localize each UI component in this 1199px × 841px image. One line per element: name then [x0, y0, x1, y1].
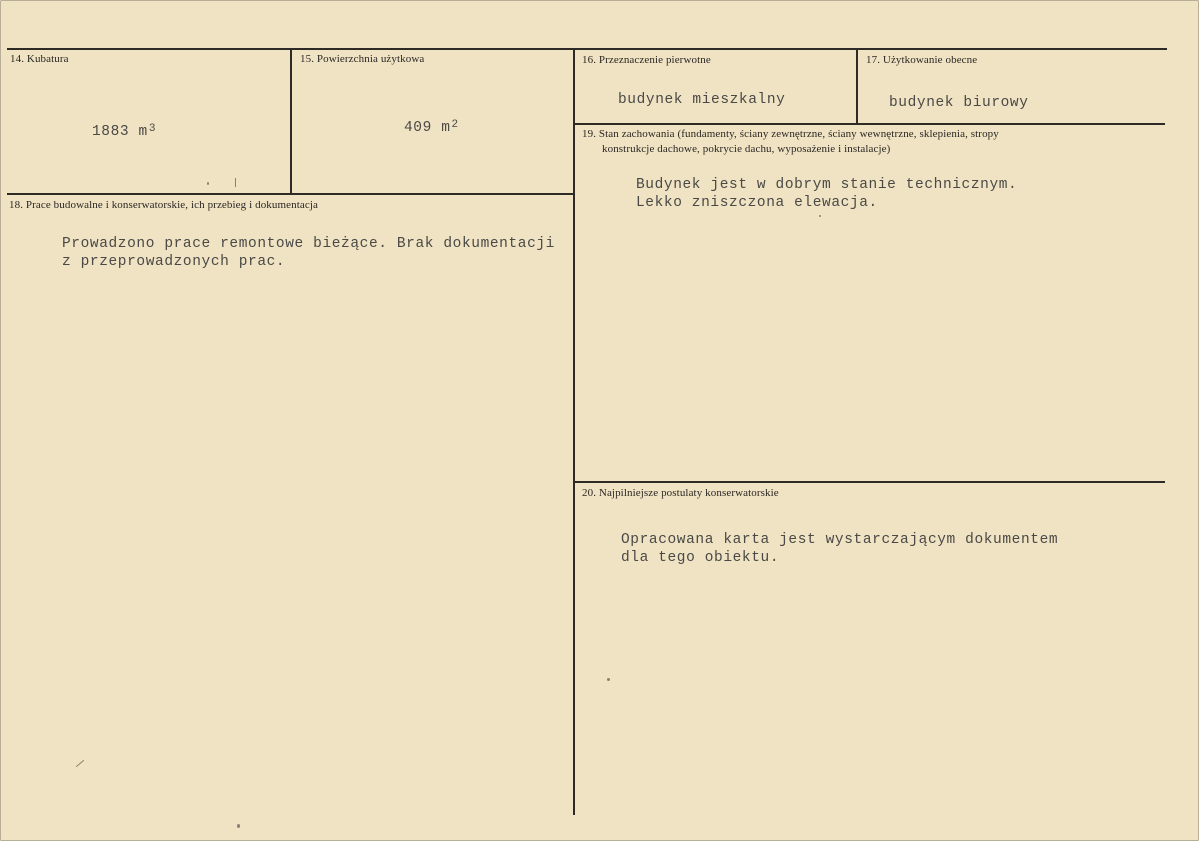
field-20-line-2: dla tego obiektu.: [621, 550, 780, 566]
field-15-value: [404, 119, 459, 138]
field-15-unit: m: [441, 120, 451, 136]
field-17-label: 17. Użytkowanie obecne: [866, 54, 978, 66]
field-19-label-line-2: konstrukcje dachowe, pokrycie dachu, wyposażenie i instalacje): [602, 143, 891, 155]
field-18-line-2: z przeprowadzonych prac.: [62, 254, 286, 270]
paper-speck: [607, 678, 610, 681]
field-14-number: 1883: [92, 124, 130, 140]
row1-bottom-rule-left: [7, 193, 573, 195]
paper-speck: [819, 215, 821, 217]
main-divider: [573, 49, 575, 815]
field-20-line-1: Opracowana karta jest wystarczającym dokumentem: [621, 532, 1059, 548]
field-14-value: [92, 123, 156, 142]
section20-top-rule: [575, 481, 1165, 483]
field-20-text: [621, 531, 1141, 567]
field-15-label: 15. Powierzchnia użytkowa: [300, 53, 425, 65]
field-19-text: [636, 176, 1136, 212]
row1-bottom-rule-right: [575, 123, 1165, 125]
field-18-label: 18. Prace budowalne i konserwatorskie, ich przebieg i dokumentacja: [9, 199, 318, 211]
divider-16-17: [856, 49, 858, 124]
divider-14-15: [290, 49, 292, 193]
paper-speck: [76, 760, 84, 767]
field-15-number: 409: [404, 120, 432, 136]
paper-speck: [235, 178, 236, 187]
paper-speck: [237, 824, 240, 828]
field-19-label-line-1: 19. Stan zachowania (fundamenty, ściany zewnętrzne, ściany wewnętrzne, sklepienia, stropy: [582, 128, 999, 140]
paper-speck: [207, 182, 209, 185]
field-14-exponent: 3: [148, 123, 157, 135]
field-14-unit: m: [138, 124, 148, 140]
field-17-value: budynek biurowy: [889, 95, 1029, 111]
field-16-value: budynek mieszkalny: [618, 92, 786, 108]
field-20-label: 20. Najpilniejsze postulaty konserwatorskie: [582, 487, 779, 499]
field-19-line-1: Budynek jest w dobrym stanie technicznym.: [636, 177, 1018, 193]
field-14-label: 14. Kubatura: [10, 53, 69, 65]
field-18-text: [62, 235, 602, 271]
field-15-exponent: 2: [451, 119, 459, 131]
field-18-line-1: Prowadzono prace remontowe bieżące. Brak dokumentacji: [62, 236, 555, 252]
field-16-label: 16. Przeznaczenie pierwotne: [582, 54, 711, 66]
top-rule: [7, 48, 1167, 50]
field-19-line-2: Lekko zniszczona elewacja.: [636, 195, 878, 211]
